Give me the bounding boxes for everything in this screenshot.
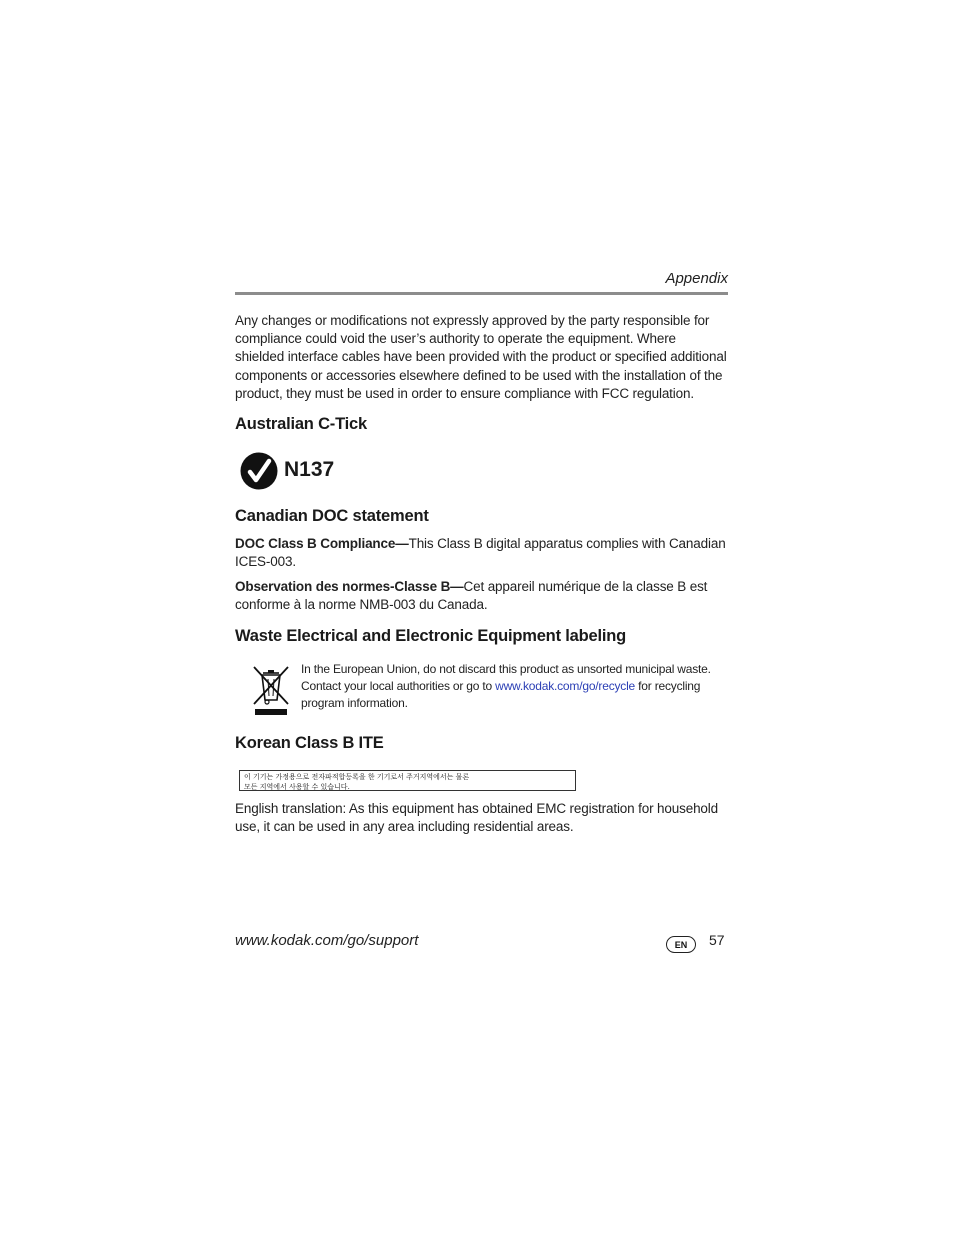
recycle-link[interactable]: www.kodak.com/go/recycle <box>495 679 636 693</box>
weee-text-before: In the European Union, do not discard this product as unsorted municipal waste. Contact your local authorities or go to <box>301 662 711 693</box>
korean-statement-box <box>239 770 576 791</box>
canadian-heading: Canadian DOC statement <box>235 507 429 525</box>
english-translation: English translation: As this equipment has obtained EMC registration for household use, it can be used in any area including residential areas. <box>235 801 718 835</box>
doc-compliance-paragraph <box>235 535 728 571</box>
obs-text: Cet appareil numérique de la classe B est conforme à la norme NMB-003 du Canada. <box>235 579 708 613</box>
crossed-bin-icon <box>252 664 290 718</box>
obs-lead: Observation des normes-Classe B— <box>235 579 464 594</box>
weee-heading: Waste Electrical and Electronic Equipment labeling <box>235 627 626 645</box>
observation-paragraph <box>235 578 728 614</box>
doc-text: This Class B digital apparatus complies with Canadian ICES-003. <box>235 536 726 570</box>
page-number: 57 <box>709 932 725 948</box>
korean-line-1: 이 기기는 가정용으로 전자파적합등록을 한 기기로서 주거지역에서는 물론 <box>244 773 470 781</box>
section-label: Appendix <box>665 270 728 287</box>
weee-paragraph <box>301 661 728 712</box>
korean-heading: Korean Class B ITE <box>235 734 384 752</box>
doc-lead: DOC Class B Compliance— <box>235 536 409 551</box>
c-tick-icon <box>240 452 278 490</box>
support-url: www.kodak.com/go/support <box>235 932 419 949</box>
header-rule <box>235 292 728 295</box>
ctick-code: N137 <box>284 458 335 481</box>
korean-line-2: 모든 지역에서 사용할 수 있습니다. <box>244 783 350 791</box>
fcc-paragraph: Any changes or modifications not expressly approved by the party responsible for compliance could void the user’s authority to operate the equipment. Where shielded interface cables have been provided with the product or specified additional components or accessories elsewhere defined to be used with the installation of the product, they must be used in order to ensure compliance with FCC regulation. <box>235 313 727 401</box>
language-badge: EN <box>666 936 696 953</box>
weee-text-after: for recycling program information. <box>301 679 701 710</box>
ctick-heading: Australian C-Tick <box>235 415 367 433</box>
